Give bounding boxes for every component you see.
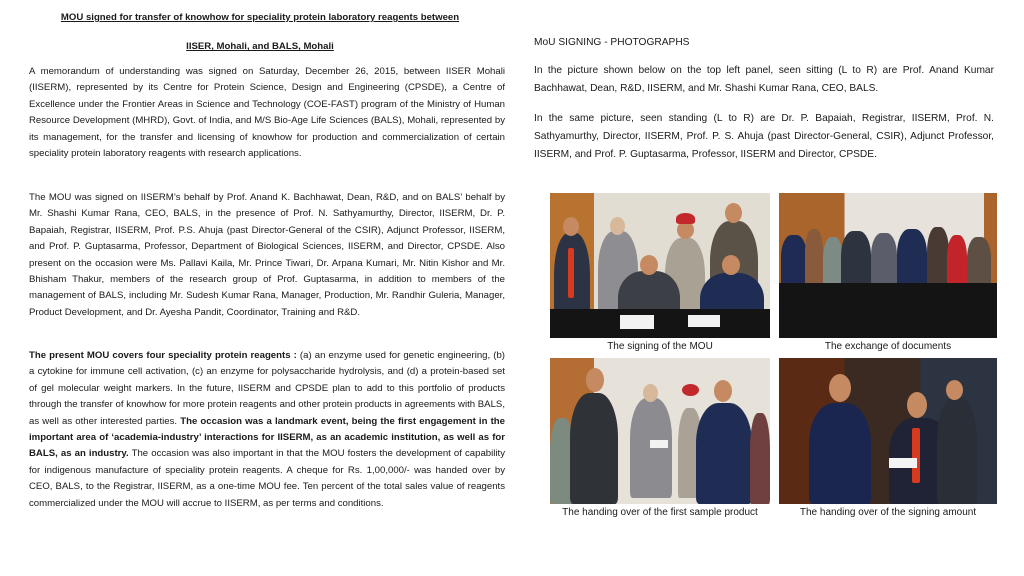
caption-first-sample-product: The handing over of the first sample product (562, 507, 758, 518)
paragraph-signatories: The MOU was signed on IISERM’s behalf by Prof. Anand K. Bachhawat, Dean, R&D, and on BALS’ behalf by Mr. Shashi Kumar Rana, CEO, BALS, in the presence of Prof. N. Sathyamurthy, Director, IISERM, Dr. P. Bapaiah, Registrar, IISERM, Prof. P.S. Ahuja (past Director-General of the CSIR), Adjunct Professor, IISERM, and Prof. P. Guptasarma, Professor, Department of Biological Sciences, IISERM, and Director, CPSDE. Also present on the occasion were Ms. Pallavi Kaila, Mr. Prince Tiwari, Dr. Arpana Kumari, Mr. Nitin Kishor and Mr. Bhisham Thakur, members of the research group of Prof. Guptasarma, in addition to members of the management of BALS, including Mr. Sudesh Kumar Rana, Manager, Production, Mr. Randhir Guleria, Manager, Product Development, and Dr. Ayesha Pandit, Coordinator, Training and R&D. (29, 192, 505, 318)
photographs-heading: MoU SIGNING - PHOTOGRAPHS (534, 37, 690, 48)
photo-signing-amount (779, 358, 997, 504)
reagents-intro-bold: The present MOU covers four speciality protein reagents : (29, 350, 297, 361)
cheque-text: The occasion was also important in that the MOU fosters the development of capability for indigenous manufacture of speciality protein reagents. A cheque for Rs. 1,00,000/- was handed over by CEO, BALS, to the Registrar, IISERM, as a one-time MOU fee. Ten percent of the total sales value of reagents commercialized under the MOU will accrue to IISERM, as per terms and conditions. (29, 448, 505, 509)
photo-signing-of-mou (550, 193, 770, 338)
caption-exchange-of-documents: The exchange of documents (824, 341, 952, 352)
caption-signing-of-mou: The signing of the MOU (607, 341, 713, 352)
photo-exchange-of-documents (779, 193, 997, 338)
caption-signing-amount: The handing over of the signing amount (799, 507, 977, 518)
paragraph-reagents (29, 348, 505, 512)
document-title-line-2: IISER, Mohali, and BALS, Mohali (186, 41, 334, 52)
document-title-line-1: MOU signed for transfer of knowhow for speciality protein laboratory reagents between (60, 12, 460, 23)
landmark-statement-bold: The occasion was a landmark event, being the first engagement in the important area of ‘academia-industry’ interactions for IISERM, as an academic institution, as well as for BALS, as an industry. (29, 415, 505, 460)
photo-description-standing: In the same picture, seen standing (L to R) are Dr. P. Bapaiah, Registrar, IISERM, Prof. N. Sathyamurthy, Director, IISERM, Prof. P. S. Ahuja (past Director-General, CSIR), Adjunct Professor, IISERM, and Prof. P. Guptasarma, Professor, IISERM and Director, CPSDE. (534, 113, 994, 160)
photo-description-sitting: In the picture shown below on the top left panel, seen sitting (L to R) are Prof. Anand Kumar Bachhawat, Dean, R&D, IISERM, and Mr. Shashi Kumar Rana, CEO, BALS. (534, 65, 994, 94)
photo-first-sample-product (550, 358, 770, 504)
reagents-text: (a) an enzyme used for genetic engineering, (b) a cytokine for immune cell activation, (c) an enzyme for polysaccharide hydrolysis, and (d) a protein-based set of gel molecular weight markers. In the future, IISERM and CPSDE plan to add to this portfolio of products through the transfer of knowhow for more protein reagents and other protein products in agreements with BALS, as well as other interested parties. (29, 350, 505, 427)
paragraph-mou-intro: A memorandum of understanding was signed on Saturday, December 26, 2015, between IISER Mohali (IISERM), represented by its Centre for Protein Science, Design and Engineering (CPSDE), a Centre of Excellence under the Frontier Areas in Science and Technology (COE-FAST) program of the Ministry of Human Resource Development (MHRD), Govt. of India, and M/S Bio-Age Life Sciences (BALS), Mohali, represented by its management, for the transfer and licensing of knowhow for production and commercialization of certain speciality protein laboratory reagents with research applications. (29, 66, 505, 160)
